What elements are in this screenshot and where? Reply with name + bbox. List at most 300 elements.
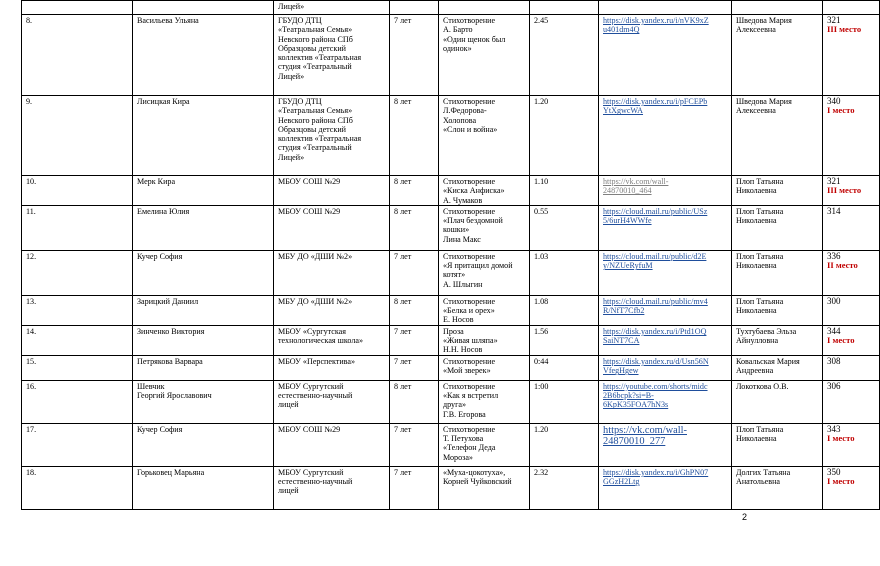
cell-work <box>439 355 530 380</box>
participant-name-line: Лисицкая Кира <box>137 97 190 106</box>
school-line: МБОУ «Сургутская <box>278 326 346 336</box>
cell-name <box>133 176 274 206</box>
score: 340 <box>827 96 841 106</box>
work-title-line: Стихотворение <box>443 16 496 25</box>
row-number: 13. <box>26 296 37 306</box>
participant-name-line: Зинченко Виктория <box>137 326 205 336</box>
video-link-line: https://disk.yandex.ru/i/pFCEPb <box>603 97 708 106</box>
cell-result <box>823 466 880 509</box>
cell-name <box>133 380 274 423</box>
school-line: «Театральная Семья» <box>278 25 353 35</box>
teacher-name-line: Тухтубаева Эльза <box>736 326 797 336</box>
cell-link <box>599 96 732 176</box>
video-link[interactable] <box>603 97 728 116</box>
cell-duration <box>530 295 599 325</box>
video-link-line: https://vk.com/wall- <box>603 177 669 186</box>
cell-result <box>823 205 880 250</box>
cell-num <box>22 355 133 380</box>
duration: 1.56 <box>534 326 549 336</box>
cell-num <box>22 325 133 355</box>
school-line: МБОУ Сургутский <box>278 381 344 391</box>
cell-teacher <box>732 325 823 355</box>
cell-duration <box>530 380 599 423</box>
cell-link <box>599 380 732 423</box>
cell-name <box>133 1 274 15</box>
cell-teacher <box>732 96 823 176</box>
teacher-name-line: Шведова Мария <box>736 97 792 106</box>
school-line: МБОУ Сургутский <box>278 467 344 477</box>
cell-teacher <box>732 15 823 96</box>
work-title-line: Стихотворение <box>443 206 496 216</box>
work-title-line: кошки» <box>443 225 470 235</box>
school-line: Невского района СПб <box>278 34 353 44</box>
cell-teacher <box>732 423 823 466</box>
work-title-line: Стихотворение <box>443 97 496 106</box>
cell-work <box>439 96 530 176</box>
row-number: 16. <box>26 381 37 391</box>
video-link-line: u401dm4Q <box>603 25 640 35</box>
teacher-name-line: Плоп Татьяна <box>736 251 784 261</box>
place-badge: I место <box>827 433 855 444</box>
video-link[interactable] <box>603 207 728 226</box>
cell-link <box>599 295 732 325</box>
age: 7 лет <box>394 251 412 261</box>
work-title-line: А. Шлыгин <box>443 279 483 289</box>
cell-result <box>823 325 880 355</box>
cell-duration <box>530 15 599 96</box>
cell-age <box>390 250 439 295</box>
work-title-line: «Один щенок был <box>443 34 506 44</box>
cell-duration <box>530 355 599 380</box>
participant-name-line: Петрякова Варвара <box>137 356 203 366</box>
video-link-line: https://disk.yandex.ru/i/GhPN07 <box>603 467 709 477</box>
cell-result <box>823 176 880 206</box>
participant-name-line: Кучер София <box>137 424 183 434</box>
age: 7 лет <box>394 424 412 434</box>
video-link-line: https://cloud.mail.ru/public/mv4 <box>603 296 708 306</box>
school-line: Лицей» <box>278 2 305 11</box>
table-row <box>22 15 880 96</box>
cell-duration <box>530 466 599 509</box>
school-line: МБОУ «Перспектива» <box>278 356 356 366</box>
cell-name <box>133 295 274 325</box>
school-line: коллектив «Театральная <box>278 53 362 63</box>
place-badge: III место <box>827 24 862 35</box>
school-line: Образцовы детский <box>278 124 346 134</box>
cell-num <box>22 423 133 466</box>
duration: 1.03 <box>534 251 549 261</box>
cell-age <box>390 176 439 206</box>
school-line: коллектив «Театральная <box>278 134 362 144</box>
school-line: МБУ ДО «ДШИ №2» <box>278 251 353 261</box>
cell-num <box>22 15 133 96</box>
video-link[interactable] <box>603 425 728 447</box>
work-title-line: Стихотворение <box>443 296 496 306</box>
duration: 1.10 <box>534 177 549 186</box>
row-number: 9. <box>26 97 33 106</box>
video-link[interactable] <box>603 357 728 376</box>
cell-num <box>22 176 133 206</box>
teacher-name-line: Локоткова О.В. <box>736 381 789 391</box>
teacher-name-line: Плоп Татьяна <box>736 177 784 186</box>
score: 336 <box>827 250 841 261</box>
work-title-line: «Слон и война» <box>443 124 498 134</box>
cell-link <box>599 466 732 509</box>
teacher-name-line: Алексеевна <box>736 106 776 116</box>
teacher-name-line: Николаевна <box>736 261 777 271</box>
school-line: ГБУДО ДТЦ <box>278 16 322 25</box>
participant-name-line: Кучер София <box>137 251 183 261</box>
video-link-line: https://vk.com/wall- <box>603 424 687 436</box>
place-badge: II место <box>827 260 858 271</box>
cell-num <box>22 250 133 295</box>
cell-age <box>390 466 439 509</box>
cell-teacher <box>732 355 823 380</box>
cell-num <box>22 1 133 15</box>
duration: 2.32 <box>534 467 549 477</box>
age: 8 лет <box>394 206 412 216</box>
cell-name <box>133 355 274 380</box>
cell-work <box>439 466 530 509</box>
row-number: 11. <box>26 206 36 216</box>
work-title-line: Л.Федорова- <box>443 106 487 116</box>
cell-duration <box>530 325 599 355</box>
video-link[interactable] <box>603 177 728 196</box>
cell-num <box>22 205 133 250</box>
school-line: Невского района СПб <box>278 115 353 125</box>
teacher-name-line: Николаевна <box>736 186 777 196</box>
cell-school <box>274 96 390 176</box>
school-line: МБОУ СОШ №29 <box>278 206 341 216</box>
table-row <box>22 176 880 206</box>
cell-age <box>390 380 439 423</box>
work-title-line: Мороза» <box>443 452 473 462</box>
work-title-line: Проза <box>443 326 464 336</box>
cell-teacher <box>732 205 823 250</box>
video-link-line: 24870010_277 <box>603 435 666 447</box>
cell-work <box>439 205 530 250</box>
work-title-line: «Муха-цокотуха», <box>443 467 506 477</box>
cell-teacher <box>732 295 823 325</box>
cell-link <box>599 423 732 466</box>
video-link-line: https://cloud.mail.ru/public/d2E <box>603 251 707 261</box>
school-line: МБУ ДО «ДШИ №2» <box>278 296 353 306</box>
school-line: Лицей» <box>278 71 305 81</box>
video-link-line: YtXgwcWA <box>603 106 644 116</box>
cell-result <box>823 96 880 176</box>
work-title-line: Т. Петухова <box>443 434 484 444</box>
video-link-line: y/NZUeRyfuM <box>603 261 653 271</box>
cell-empty <box>439 1 530 15</box>
school-line: МБОУ СОШ №29 <box>278 177 341 186</box>
work-title-line: Стихотворение <box>443 424 496 434</box>
teacher-name-line: Андреевна <box>736 366 774 376</box>
cell-link <box>599 15 732 96</box>
table-row <box>22 205 880 250</box>
work-title-line: «Плач бездомной <box>443 216 503 226</box>
participant-name-line: Емелина Юлия <box>137 206 190 216</box>
cell-link <box>599 355 732 380</box>
results-table <box>21 0 880 510</box>
video-link[interactable] <box>603 327 728 346</box>
cell-result <box>823 250 880 295</box>
cell-result <box>823 423 880 466</box>
age: 7 лет <box>394 326 412 336</box>
cell-teacher <box>732 176 823 206</box>
page-number: 2 <box>742 512 748 522</box>
cell-teacher <box>732 380 823 423</box>
table-row <box>22 380 880 423</box>
cell-work <box>439 15 530 96</box>
teacher-name-line: Николаевна <box>736 306 777 316</box>
duration: 1.20 <box>534 424 549 434</box>
school-line: Образцовы детский <box>278 43 346 53</box>
cell-age <box>390 423 439 466</box>
teacher-name-line: Плоп Татьяна <box>736 206 784 216</box>
cell-work <box>439 250 530 295</box>
cell-duration <box>530 250 599 295</box>
participant-name-line: Горьковец Марьяна <box>137 467 205 477</box>
age: 8 лет <box>394 177 412 186</box>
score: 300 <box>827 295 841 306</box>
teacher-name-line: Николаевна <box>736 434 777 444</box>
cell-empty <box>732 1 823 15</box>
video-link[interactable] <box>603 468 728 487</box>
row-number: 10. <box>26 177 37 186</box>
cell-result <box>823 355 880 380</box>
work-title-line: друга» <box>443 400 467 410</box>
duration: 1.20 <box>534 97 549 106</box>
cell-name <box>133 250 274 295</box>
cell-school <box>274 205 390 250</box>
age: 7 лет <box>394 16 412 25</box>
table-row <box>22 325 880 355</box>
cell-school <box>274 250 390 295</box>
table-row <box>22 466 880 509</box>
teacher-name-line: Плоп Татьяна <box>736 296 784 306</box>
cell-link <box>599 176 732 206</box>
teacher-name-line: Ковальская Мария <box>736 356 800 366</box>
work-title-line: Е. Носов <box>443 315 474 325</box>
work-title-line: «Живая шляпа» <box>443 336 498 346</box>
school-line: студия «Театральный <box>278 62 352 72</box>
cell-age <box>390 325 439 355</box>
work-title-line: «Телефон Деда <box>443 443 496 453</box>
video-link-line: https://disk.yandex.ru/i/Ptd1OQ <box>603 326 707 336</box>
school-line: технологическая школа» <box>278 336 364 346</box>
cell-num <box>22 295 133 325</box>
work-title-line: А. Барто <box>443 25 473 35</box>
cell-name <box>133 96 274 176</box>
video-link-line: https://disk.yandex.ru/i/nVK9xZ <box>603 16 709 25</box>
teacher-name-line: Анатольевна <box>736 477 780 487</box>
duration: 0.55 <box>534 206 549 216</box>
work-title-line: Стихотворение <box>443 177 496 186</box>
work-title-line: одинок» <box>443 43 472 53</box>
work-title-line: Н.Н. Носов <box>443 345 483 355</box>
video-link-line: https://cloud.mail.ru/public/USz <box>603 206 708 216</box>
work-title-line: Стихотворение <box>443 251 496 261</box>
age: 7 лет <box>394 356 412 366</box>
work-title-line: Г.В. Егорова <box>443 409 486 419</box>
cell-empty <box>390 1 439 15</box>
place-badge: I место <box>827 105 855 116</box>
teacher-name-line: Айнулловна <box>736 336 779 346</box>
video-link[interactable] <box>603 252 728 271</box>
cell-result <box>823 15 880 96</box>
cell-teacher <box>732 466 823 509</box>
work-title-line: «Я притащил домой <box>443 261 513 271</box>
cell-age <box>390 15 439 96</box>
teacher-name-line: Алексеевна <box>736 25 776 35</box>
participant-name-line: Шевчик <box>137 381 165 391</box>
cell-duration <box>530 96 599 176</box>
video-link[interactable] <box>603 297 728 316</box>
teacher-name-line: Николаевна <box>736 216 777 226</box>
video-link[interactable] <box>603 16 728 35</box>
video-link-line: 24870010_464 <box>603 186 652 196</box>
cell-school <box>274 355 390 380</box>
cell-work <box>439 295 530 325</box>
cell-age <box>390 96 439 176</box>
age: 8 лет <box>394 97 412 106</box>
cell-duration <box>530 205 599 250</box>
video-link-line: SaiNT7CA <box>603 336 640 346</box>
cell-duration <box>530 423 599 466</box>
score: 308 <box>827 355 841 366</box>
cell-name <box>133 466 274 509</box>
table-row <box>22 355 880 380</box>
row-number: 15. <box>26 356 37 366</box>
video-link[interactable] <box>603 382 728 410</box>
cell-age <box>390 295 439 325</box>
work-title-line: «Мой зверек» <box>443 366 491 376</box>
work-title-line: котят» <box>443 270 466 280</box>
cell-num <box>22 466 133 509</box>
video-link-line: https://disk.yandex.ru/d/Usn56N <box>603 356 709 366</box>
school-line: лицей <box>278 400 299 410</box>
score: 350 <box>827 466 841 477</box>
place-badge: III место <box>827 185 862 196</box>
score: 306 <box>827 380 841 391</box>
score: 344 <box>827 325 841 336</box>
duration: 2.45 <box>534 16 549 25</box>
work-title-line: Лина Макс <box>443 234 481 244</box>
participant-name-line: Мерк Кира <box>137 177 176 186</box>
school-line: Лицей» <box>278 152 305 162</box>
cell-empty <box>823 1 880 15</box>
cell-work <box>439 176 530 206</box>
table-row <box>22 295 880 325</box>
cell-work <box>439 380 530 423</box>
cell-num <box>22 380 133 423</box>
cell-link <box>599 250 732 295</box>
cell-num <box>22 96 133 176</box>
row-number: 12. <box>26 251 37 261</box>
cell-name <box>133 423 274 466</box>
cell-school <box>274 295 390 325</box>
cell-name <box>133 325 274 355</box>
teacher-name-line: Плоп Татьяна <box>736 424 784 434</box>
video-link-line: 5/6urH4WWfe <box>603 216 652 226</box>
school-line: лицей <box>278 486 299 496</box>
row-number: 17. <box>26 424 37 434</box>
cell-empty <box>599 1 732 15</box>
video-link-line: 2B6bcpk?si=B- <box>603 391 654 401</box>
cell-link <box>599 325 732 355</box>
score: 314 <box>827 205 841 216</box>
work-title-line: «Киска Анфиска» <box>443 186 505 196</box>
duration: 1:00 <box>534 381 549 391</box>
cell-school <box>274 466 390 509</box>
school-line: МБОУ СОШ №29 <box>278 424 341 434</box>
work-title-line: А. Чумаков <box>443 195 483 205</box>
work-title-line: Стихотворение <box>443 381 496 391</box>
table-row-fragment <box>22 1 880 15</box>
cell-duration <box>530 176 599 206</box>
video-link-line: 6KpK35FOA7hN3s <box>603 400 669 410</box>
school-line: ГБУДО ДТЦ <box>278 97 322 106</box>
school-line: студия «Театральный <box>278 143 352 153</box>
cell-work <box>439 325 530 355</box>
age: 8 лет <box>394 296 412 306</box>
age: 7 лет <box>394 467 412 477</box>
row-number: 14. <box>26 326 37 336</box>
cell-name <box>133 205 274 250</box>
cell-result <box>823 295 880 325</box>
cell-school <box>274 1 390 15</box>
work-title-line: «Белка и орех» <box>443 306 495 316</box>
work-title-line: «Как я встретил <box>443 391 499 401</box>
school-line: «Театральная Семья» <box>278 106 353 116</box>
score: 321 <box>827 15 841 25</box>
video-link-line: https://youtube.com/shorts/midc <box>603 381 708 391</box>
cell-empty <box>530 1 599 15</box>
cell-age <box>390 205 439 250</box>
cell-school <box>274 15 390 96</box>
cell-name <box>133 15 274 96</box>
video-link-line: R/NfT7Cfb2 <box>603 306 645 316</box>
cell-link <box>599 205 732 250</box>
score: 343 <box>827 423 841 434</box>
cell-school <box>274 380 390 423</box>
table-row <box>22 96 880 176</box>
cell-school <box>274 176 390 206</box>
table-row <box>22 423 880 466</box>
cell-work <box>439 423 530 466</box>
cell-teacher <box>732 250 823 295</box>
video-link-line: VfegHgew <box>603 366 639 376</box>
score: 321 <box>827 176 841 186</box>
teacher-name-line: Шведова Мария <box>736 16 792 25</box>
work-title-line: Холопова <box>443 115 477 125</box>
age: 8 лет <box>394 381 412 391</box>
duration: 0:44 <box>534 356 549 366</box>
teacher-name-line: Долгих Татьяна <box>736 467 791 477</box>
school-line: естественно-научный <box>278 477 353 487</box>
row-number: 8. <box>26 16 33 25</box>
video-link-line: GGzH2Ltg <box>603 477 640 487</box>
participant-name-line: Зарицкий Даниил <box>137 296 199 306</box>
table-row <box>22 250 880 295</box>
school-line: естественно-научный <box>278 391 353 401</box>
place-badge: I место <box>827 335 855 346</box>
cell-school <box>274 423 390 466</box>
duration: 1.08 <box>534 296 549 306</box>
row-number: 18. <box>26 467 37 477</box>
participant-name-line: Георгий Ярославович <box>137 391 212 401</box>
cell-result <box>823 380 880 423</box>
